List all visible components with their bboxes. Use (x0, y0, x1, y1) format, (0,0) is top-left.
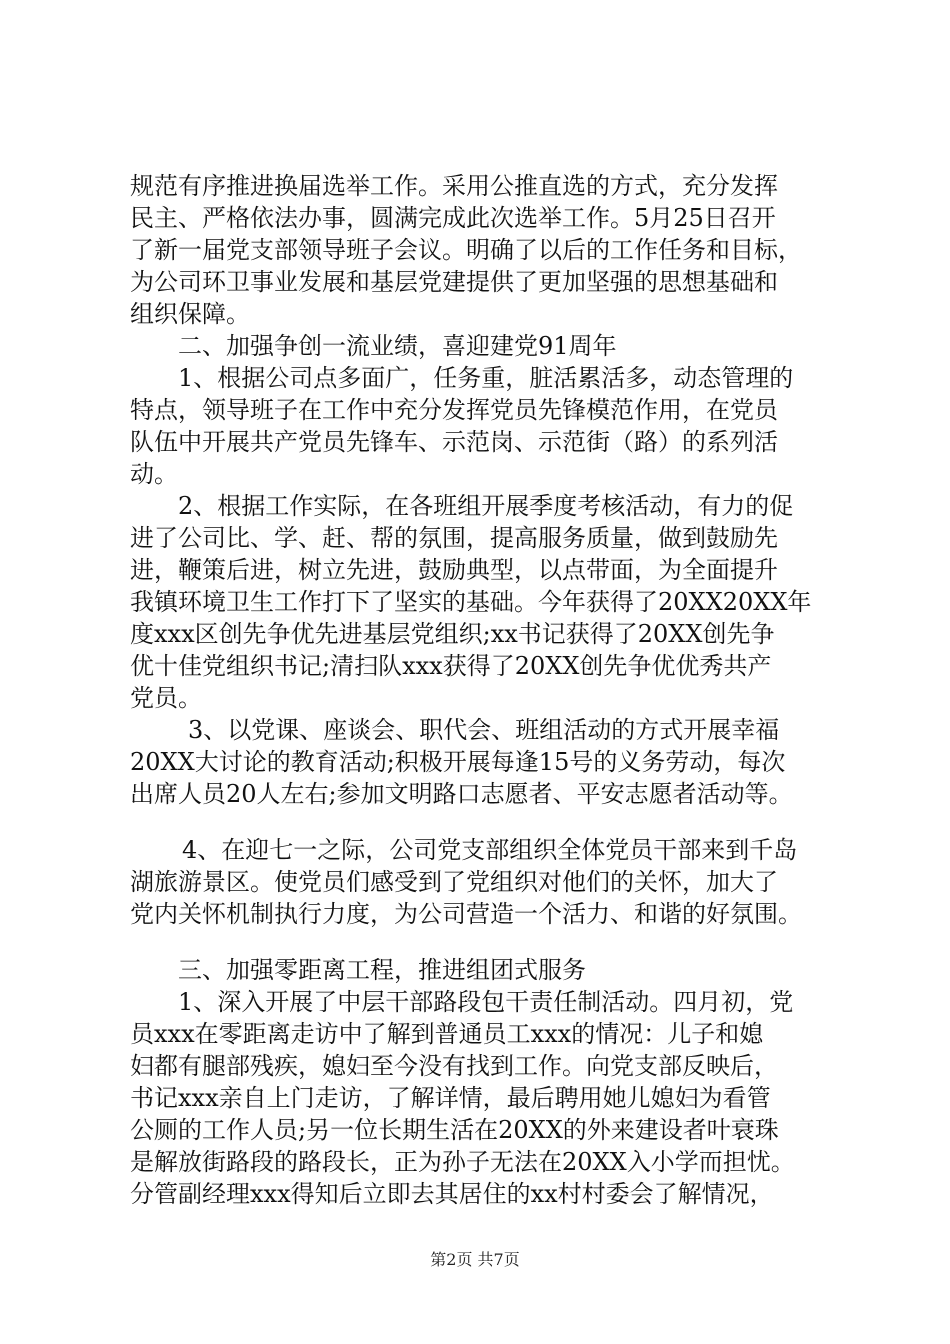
text-line: 公厕的工作人员;另一位长期生活在20XX的外来建设者叶衰珠 (130, 1116, 779, 1144)
text-line: 妇都有腿部残疾，媳妇至今没有找到工作。向党支部反映后， (130, 1052, 778, 1080)
text-line: 员xxx在零距离走访中了解到普通员工xxx的情况：儿子和媳 (130, 1020, 764, 1048)
text-line: 动。 (130, 460, 178, 488)
text-line: 3、以党课、座谈会、职代会、班组活动的方式开展幸福 (188, 716, 780, 744)
text-line: 4、在迎七一之际，公司党支部组织全体党员干部来到千岛 (182, 836, 798, 864)
text-line: 1、深入开展了中层干部路段包干责任制活动。四月初，党 (178, 988, 794, 1016)
text-line: 组织保障。 (130, 300, 250, 328)
paragraph-gap (130, 930, 850, 954)
text-line: 20XX大讨论的教育活动;积极开展每逢15号的义务劳动，每次 (130, 748, 786, 776)
text-line: 分管副经理xxx得知后立即去其居住的xx村村委会了解情况， (130, 1180, 774, 1208)
section-heading-3: 三、加强零距离工程，推进组团式服务 (178, 956, 586, 984)
text-line: 湖旅游景区。使党员们感受到了党组织对他们的关怀，加大了 (130, 868, 778, 896)
text-line: 民主、严格依法办事，圆满完成此次选举工作。5月25日召开 (130, 204, 776, 232)
body-text (130, 170, 850, 1210)
text-line: 队伍中开展共产党员先锋车、示范岗、示范街（路）的系列活 (130, 428, 778, 456)
text-line: 我镇环境卫生工作打下了坚实的基础。今年获得了20XX20XX年 (130, 588, 812, 616)
text-line: 1、根据公司点多面广，任务重，脏活累活多，动态管理的 (178, 364, 794, 392)
text-line: 了新一届党支部领导班子会议。明确了以后的工作任务和目标， (130, 236, 802, 264)
text-line: 党员。 (130, 684, 202, 712)
text-line: 书记xxx亲自上门走访，了解详情，最后聘用她儿媳妇为看管 (130, 1084, 771, 1112)
text-line: 特点，领导班子在工作中充分发挥党员先锋模范作用，在党员 (130, 396, 778, 424)
text-line: 进了公司比、学、赶、帮的氛围，提高服务质量，做到鼓励先 (130, 524, 778, 552)
text-line: 度xxx区创先争优先进基层党组织;xx书记获得了20XX创先争 (130, 620, 775, 648)
text-line: 进，鞭策后进，树立先进，鼓励典型，以点带面，为全面提升 (130, 556, 778, 584)
paragraph-gap (130, 810, 850, 834)
page-number-footer: 第2页 共7页 (430, 1250, 520, 1269)
text-line: 2、根据工作实际，在各班组开展季度考核活动，有力的促 (178, 492, 794, 520)
text-line: 是解放街路段的路段长，正为孙子无法在20XX入小学而担忧。 (130, 1148, 795, 1176)
section-heading-2: 二、加强争创一流业绩，喜迎建党91周年 (178, 332, 617, 360)
text-line: 规范有序推进换届选举工作。采用公推直选的方式，充分发挥 (130, 172, 778, 200)
text-line: 党内关怀机制执行力度，为公司营造一个活力、和谐的好氛围。 (130, 900, 802, 928)
text-line: 出席人员20人左右;参加文明路口志愿者、平安志愿者活动等。 (130, 780, 793, 808)
text-line: 为公司环卫事业发展和基层党建提供了更加坚强的思想基础和 (130, 268, 778, 296)
text-line: 优十佳党组织书记;清扫队xxx获得了20XX创先争优优秀共产 (130, 652, 772, 680)
